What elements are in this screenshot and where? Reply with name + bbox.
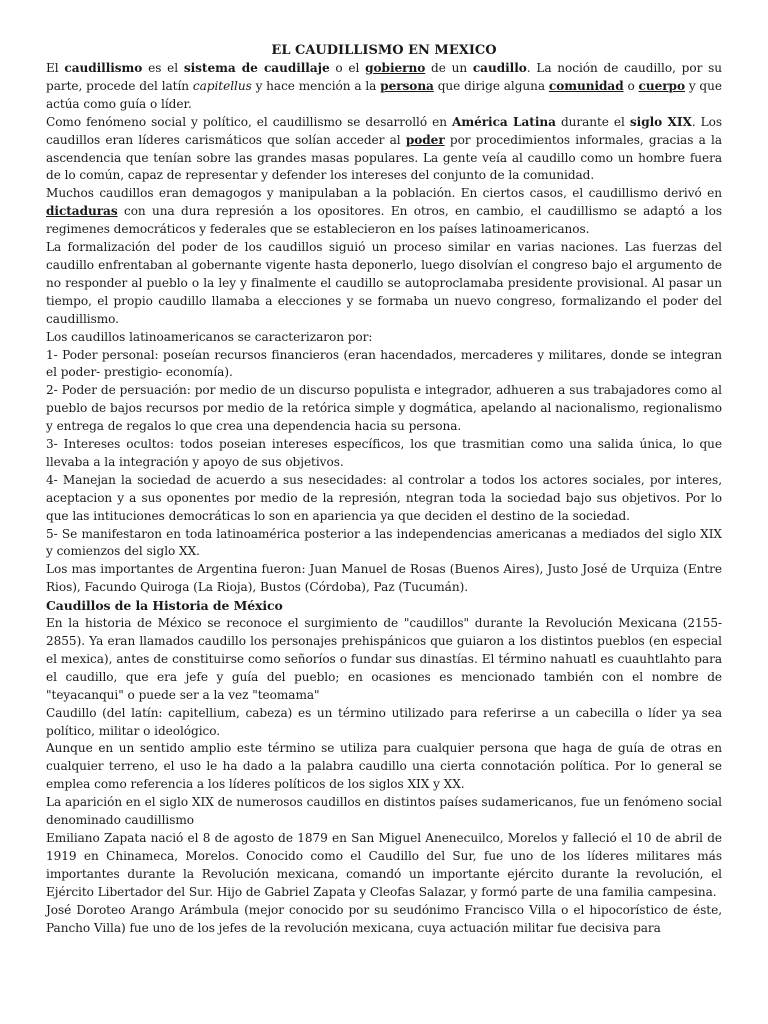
text-run: de un xyxy=(425,61,473,75)
link-comunidad[interactable]: comunidad xyxy=(548,78,624,93)
text-run: . La noción de caudillo, por su parte, procede del latín xyxy=(46,61,722,93)
text-run: Como fenómeno social y político, el caudillismo se desarrolló en xyxy=(46,114,452,129)
link-dictaduras[interactable]: dictaduras xyxy=(46,204,118,219)
mexico-history-paragraph: En la historia de México se reconoce el surgimiento de "caudillos" durante la Revolución Mexicana (2155-2855). Ya eran llamados caudillo los personajes prehispánicos que guiaron a los distintos pueblos (en especial el mexica), antes de constituirse como señoríos o fundar sus dinastías. El término nahuatl es cuauhtlahto para el caudillo, que era jefe y guía del pueblo; en ocasiones es mencionado también con el nombre de "teyacanqui" o puede ser a la vez "teomama" xyxy=(46,616,722,702)
text-run: o xyxy=(623,78,639,93)
text-run: . Los caudillos eran líderes carismáticos que solían acceder al xyxy=(46,114,723,147)
text-run: es el xyxy=(142,61,184,75)
link-poder[interactable]: poder xyxy=(405,132,445,147)
text-run: y que actúa como guía o líder. xyxy=(46,78,722,111)
text-run: Muchos caudillos eran demagogos y manipulaban a la población. En ciertos casos, el caudillismo derivó en xyxy=(46,186,722,201)
caudillo-usage-paragraph: Aunque en un sentido amplio este término se utiliza para cualquier persona que haga de guía de otras en cualquier terreno, el uso le ha dado a la palabra caudillo una cierta connotación política. Por lo general se emplea como referencia a los líderes políticos de los siglos XIX y XX. xyxy=(46,741,722,792)
caudillo-definition-paragraph: Caudillo (del latín: capitellium, cabeza) es un término utilizado para referirse a un cabecilla o líder ya sea político, militar o ideológico. xyxy=(46,705,722,738)
keyword-capitellus: capitellus xyxy=(192,78,252,93)
characteristic-item-4: 4- Manejan la sociedad de acuerdo a sus nesecidades: al controlar a todos los actores sociales, por interes, aceptacion y a sus oponentes por medio de la represión, ntegran toda la sociedad bajo sus objetivos. Por lo que las intituciones democráticas lo son en apariencia ya que deciden el destino de la sociedad. xyxy=(46,472,722,523)
keyword-caudillismo: caudillismo xyxy=(64,61,143,75)
caudillismo-phenomenon-paragraph: La aparición en el siglo XIX de numerosos caudillos en distintos países sudamericanos, fue un fenómeno social denominado caudillismo xyxy=(46,795,722,828)
keyword-america-latina: América Latina xyxy=(451,114,556,129)
characteristic-item-3: 3- Intereses ocultos: todos poseian intereses específicos, los que trasmitian como una salida única, lo que llevaba a la integración y apoyo de sus objetivos. xyxy=(46,437,722,469)
keyword-sistema-de-caudillaje: sistema de caudillaje xyxy=(183,61,330,75)
link-cuerpo[interactable]: cuerpo xyxy=(638,78,685,93)
text-run: por procedimientos informales, gracias a la ascendencia que tenían sobre las grandes masas populares. La gente veía al caudillo como un hombre fuera de lo común, capaz de representar y defender los intereses del conjunto de la comunidad. xyxy=(46,132,722,183)
text-run: con una dura represión a los opositores. En otros, en cambio, el caudillismo se adaptó a los regimenes democráticos y federales que se establecieron en los países latinoamericanos. xyxy=(46,204,722,237)
text-run: o el xyxy=(329,61,366,75)
link-persona[interactable]: persona xyxy=(380,78,434,93)
keyword-caudillo: caudillo xyxy=(472,61,527,75)
characteristic-item-2: 2- Poder de persuación: por medio de un discurso populista e integrador, adhueren a sus trabajadores como al pueblo de bajos recursos por medio de la retórica simple y dogmática, apelando al nacionalismo, regionalismo y entrega de regalos lo que crea una dependencia hacia su persona. xyxy=(46,383,722,434)
link-gobierno[interactable]: gobierno xyxy=(365,61,426,75)
zapata-paragraph: Emiliano Zapata nació el 8 de agosto de 1879 en San Miguel Anenecuilco, Morelos y falleció el 10 de abril de 1919 en Chinameca, Morelos. Conocido como el Caudillo del Sur, fue uno de los líderes militares más importantes durante la Revolución mexicana, comandó un importante ejército durante la revolución, el Ejército Libertador del Sur. Hijo de Gabriel Zapata y Cleofas Salazar, y formó parte de una familia campesina. xyxy=(46,830,722,899)
text-run: durante el xyxy=(555,114,630,129)
keyword-siglo-xix: siglo XIX xyxy=(629,114,692,129)
intro-paragraph xyxy=(46,60,722,114)
text-run: El xyxy=(46,61,65,75)
characteristic-item-5: 5- Se manifestaron en toda latinoamérica posterior a las independencias americanas a mediados del siglo XIX y comienzos del siglo XX. xyxy=(46,526,722,559)
demagogues-paragraph xyxy=(46,185,722,239)
argentina-paragraph: Los mas importantes de Argentina fueron: Juan Manuel de Rosas (Buenos Aires), Justo José de Urquiza (Entre Rios), Facundo Quiroga (La Rioja), Bustos (Córdoba), Paz (Tucumán). xyxy=(46,562,722,595)
characteristic-item-1: 1- Poder personal: poseían recursos financieros (eran hacendados, mercaderes y militares, donde se integran el poder- prestigio- economía). xyxy=(46,347,722,380)
document-body xyxy=(46,60,722,937)
villa-paragraph: José Doroteo Arango Arámbula (mejor conocido por su seudónimo Francisco Villa o el hipocorístico de éste, Pancho Villa) fue uno de los jefes de la revolución mexicana, cuya actuación militar fue decisiva para xyxy=(46,902,722,935)
document-title: EL CAUDILLISMO EN MEXICO xyxy=(271,43,497,58)
text-run: y hace mención a la xyxy=(251,78,381,93)
phenomenon-paragraph xyxy=(46,114,722,186)
text-run: que dirige alguna xyxy=(433,78,549,93)
characteristics-intro: Los caudillos latinoamericanos se caracterizaron por: xyxy=(46,329,373,344)
formalization-paragraph: La formalización del poder de los caudillos siguió un proceso similar en varias naciones. Las fuerzas del caudillo enfrentaban al gobernante vigente hasta deponerlo, luego disolvían el congreso bajo el argumento de no responder al pueblo o la ley y finalmente el caudillo se autoproclamaba presidente provisional. Al pasar un tiempo, el propio caudillo llamaba a elecciones y se formaba un nuevo congreso, formalizando el poder del caudillismo. xyxy=(46,240,722,326)
section-heading: Caudillos de la Historia de México xyxy=(46,598,283,614)
